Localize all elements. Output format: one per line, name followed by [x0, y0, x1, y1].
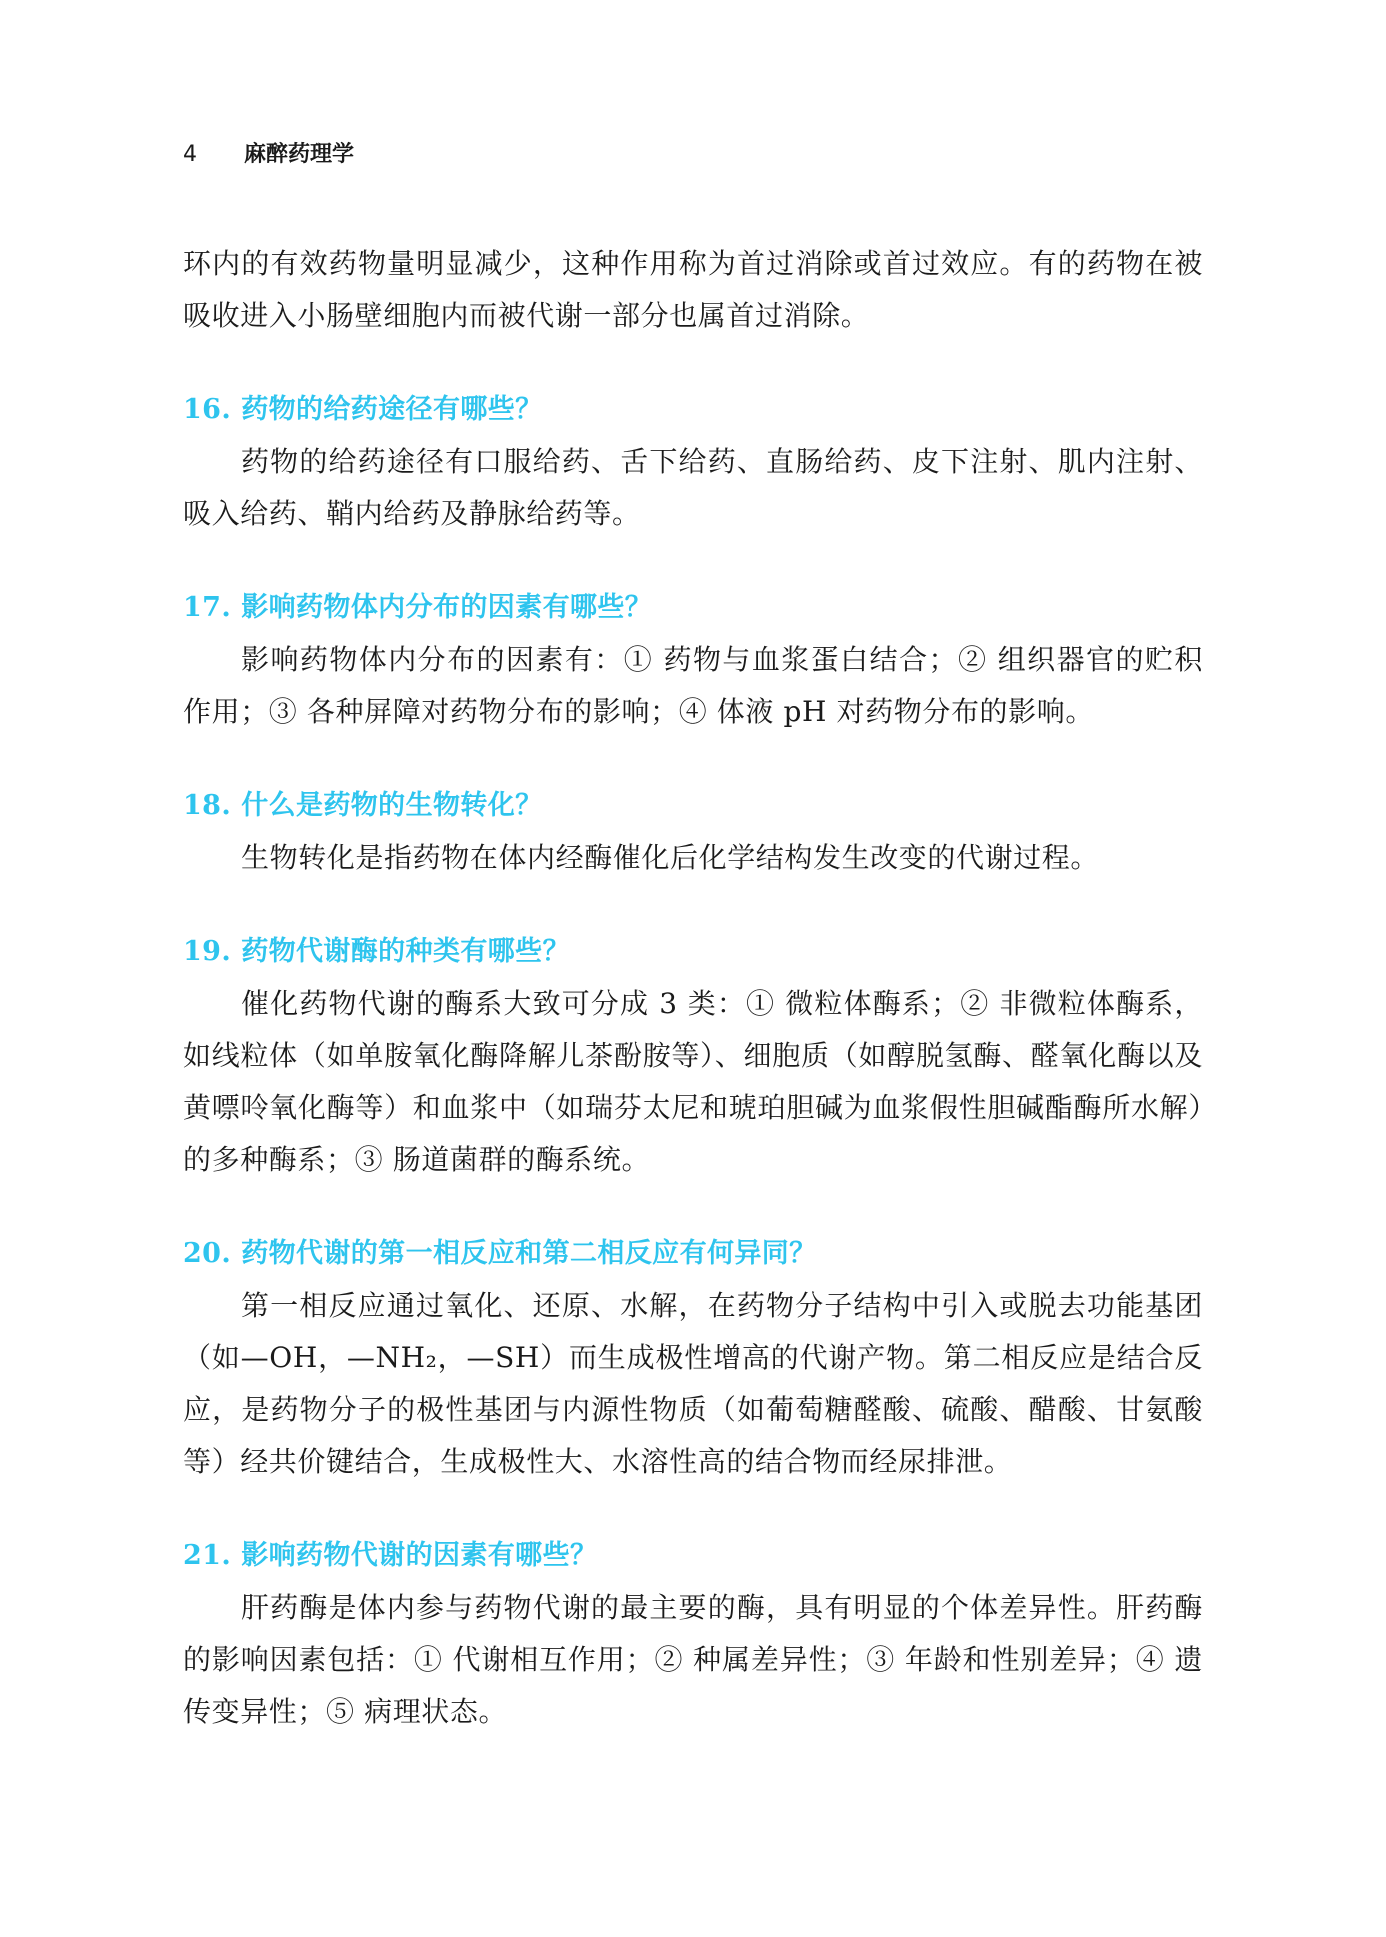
question-title: 什么是药物的生物转化？	[241, 790, 543, 821]
question-number: 16.	[183, 394, 232, 425]
section-17	[183, 582, 1203, 738]
page-header	[183, 140, 354, 170]
running-title: 麻醉药理学	[244, 142, 355, 167]
section-20	[183, 1228, 1203, 1488]
answer-paragraph: 第一相反应通过氧化、还原、水解，在药物分子结构中引入或脱去功能基团（如—OH，—NH₂，—SH）而生成极性增高的代谢产物。第二相反应是结合反应，是药物分子的极性基团与内源性物质（如葡萄糖醛酸、硫酸、醋酸、甘氨酸等）经共价键结合，生成极性大、水溶性高的结合物而经尿排泄。	[183, 1289, 1203, 1478]
question-title: 药物代谢的第一相反应和第二相反应有何异同？	[241, 1238, 817, 1269]
question-number: 20.	[183, 1238, 232, 1269]
question-number: 19.	[183, 936, 232, 967]
question-heading	[183, 1228, 1203, 1280]
question-number: 17.	[183, 592, 232, 623]
section-18	[183, 780, 1203, 884]
section-19	[183, 926, 1203, 1186]
question-heading	[183, 780, 1203, 832]
question-number: 21.	[183, 1540, 232, 1571]
intro-paragraph: 环内的有效药物量明显减少，这种作用称为首过消除或首过效应。有的药物在被吸收进入小肠壁细胞内而被代谢一部分也属首过消除。	[183, 247, 1203, 332]
page-content	[183, 238, 1203, 1738]
section-16	[183, 384, 1203, 540]
page-number: 4	[183, 142, 197, 167]
question-heading	[183, 926, 1203, 978]
answer-paragraph: 药物的给药途径有口服给药、舌下给药、直肠给药、皮下注射、肌内注射、吸入给药、鞘内给药及静脉给药等。	[183, 445, 1203, 530]
question-heading	[183, 384, 1203, 436]
answer-paragraph: 催化药物代谢的酶系大致可分成 3 类：① 微粒体酶系；② 非微粒体酶系，如线粒体（如单胺氧化酶降解儿茶酚胺等）、细胞质（如醇脱氢酶、醛氧化酶以及黄嘌呤氧化酶等）和血浆中（如瑞芬太尼和琥珀胆碱为血浆假性胆碱酯酶所水解）的多种酶系；③ 肠道菌群的酶系统。	[183, 987, 1203, 1176]
question-title: 药物代谢酶的种类有哪些？	[241, 936, 570, 967]
answer-paragraph: 影响药物体内分布的因素有：① 药物与血浆蛋白结合；② 组织器官的贮积作用；③ 各种屏障对药物分布的影响；④ 体液 pH 对药物分布的影响。	[183, 643, 1203, 728]
question-title: 影响药物代谢的因素有哪些？	[241, 1540, 598, 1571]
question-title: 影响药物体内分布的因素有哪些？	[241, 592, 653, 623]
question-heading	[183, 582, 1203, 634]
section-21	[183, 1530, 1203, 1738]
answer-paragraph: 生物转化是指药物在体内经酶催化后化学结构发生改变的代谢过程。	[241, 841, 1100, 874]
answer-paragraph: 肝药酶是体内参与药物代谢的最主要的酶，具有明显的个体差异性。肝药酶的影响因素包括：① 代谢相互作用；② 种属差异性；③ 年龄和性别差异；④ 遗传变异性；⑤ 病理状态。	[183, 1591, 1203, 1728]
question-title: 药物的给药途径有哪些？	[241, 394, 543, 425]
question-heading	[183, 1530, 1203, 1582]
question-number: 18.	[183, 790, 232, 821]
